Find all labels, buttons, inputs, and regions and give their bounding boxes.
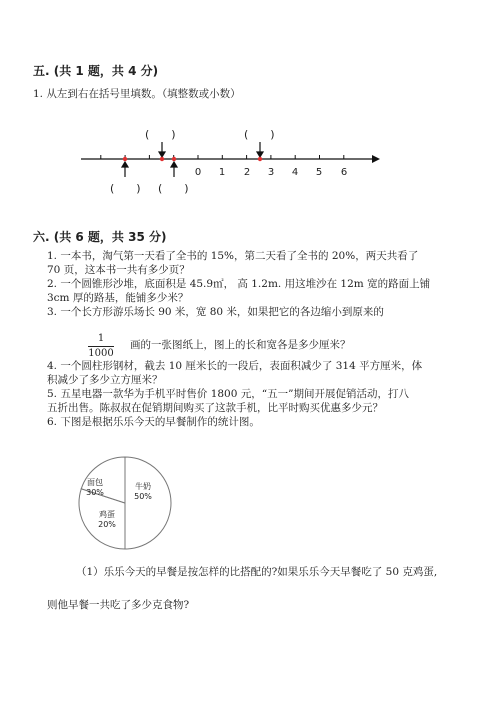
q4-line1: 4. 一个圆柱形钢材，截去 10 厘米长的一段后，表面积减少了 314 平方厘米，体 <box>47 360 423 372</box>
point-dot <box>258 157 262 161</box>
down-arrow-icon <box>159 142 165 157</box>
q5-line1: 5. 五星电器一款华为手机平时售价 1800 元，“五一”期间开展促销活动，打八 <box>47 388 409 400</box>
q3-line1: 3. 一个长方形游乐场长 90 米，宽 80 米，如果把它的各边缩小到原来的 <box>47 306 384 318</box>
tick-label-5: 5 <box>315 167 323 178</box>
fraction <box>88 333 114 360</box>
pie-chart <box>75 453 175 553</box>
section5-q1: 1. 从左到右在括号里填数。（填整数或小数） <box>33 88 241 100</box>
pie-value-egg: 20% <box>98 520 116 529</box>
number-line <box>0 120 500 210</box>
bottom-paren-left: ( ) <box>110 182 141 195</box>
tick-label-0: 0 <box>194 167 202 178</box>
point-dot <box>160 157 164 161</box>
q2-line2: 3cm 厚的路基，能铺多少米？ <box>47 292 189 304</box>
q3-line2: 画的一张图纸上，图上的长和宽各是多少厘米？ <box>130 339 351 351</box>
q1-line2: 70 页，这本书一共有多少页？ <box>47 264 190 276</box>
q1-line1: 1. 一本书，淘气第一天看了全书的 15%，第二天看了全书的 20%，两天共看了 <box>47 250 419 262</box>
tick-label-1: 1 <box>218 167 226 178</box>
top-paren-left: ( ) <box>145 128 176 141</box>
pie-label-milk: 牛奶 <box>135 482 151 491</box>
up-arrow-icon <box>171 162 177 177</box>
down-arrow-icon <box>257 142 263 157</box>
tick-label-6: 6 <box>340 167 348 178</box>
up-arrow-icon <box>122 162 128 177</box>
q2-line1: 2. 一个圆锥形沙堆，底面积是 45.9㎡， 高 1.2m. 用这堆沙在 12m 宽的路面上铺 <box>47 278 431 290</box>
fraction-denominator: 1000 <box>88 348 114 359</box>
section6-title: 六. (共 6 题，共 35 分) <box>33 230 167 244</box>
pie-value-milk: 50% <box>134 492 152 501</box>
tick-label-4: 4 <box>291 167 299 178</box>
bottom-paren-right: ( ) <box>158 182 189 195</box>
pie-slice-milk <box>125 457 171 549</box>
section5-title: 五. (共 1 题，共 4 分) <box>33 64 159 78</box>
sub1-line1: （1）乐乐今天的早餐是按怎样的比搭配的?如果乐乐今天早餐吃了 50 克鸡蛋, <box>76 566 438 578</box>
tick-label-2: 2 <box>243 167 251 178</box>
point-dot <box>123 157 127 161</box>
q5-line2: 五折出售。陈叔叔在促销期间购买了这款手机，比平时购买优惠多少元？ <box>47 402 383 414</box>
point-dot <box>172 157 176 161</box>
q4-line2: 积减少了多少立方厘米？ <box>47 374 163 386</box>
fraction-numerator: 1 <box>97 333 105 344</box>
sub1-line2: 则他早餐一共吃了多少克食物? <box>47 599 190 611</box>
pie-label-bread: 面包 <box>87 478 103 487</box>
top-paren-right: ( ) <box>244 128 275 141</box>
tick-marks <box>101 155 344 159</box>
pie-value-bread: 30% <box>86 488 104 497</box>
tick-label-3: 3 <box>267 167 275 178</box>
q6-line1: 6. 下图是根据乐乐今天的早餐制作的统计图。 <box>47 416 260 428</box>
pie-label-egg: 鸡蛋 <box>99 510 115 519</box>
axis-arrow-icon <box>372 155 380 163</box>
